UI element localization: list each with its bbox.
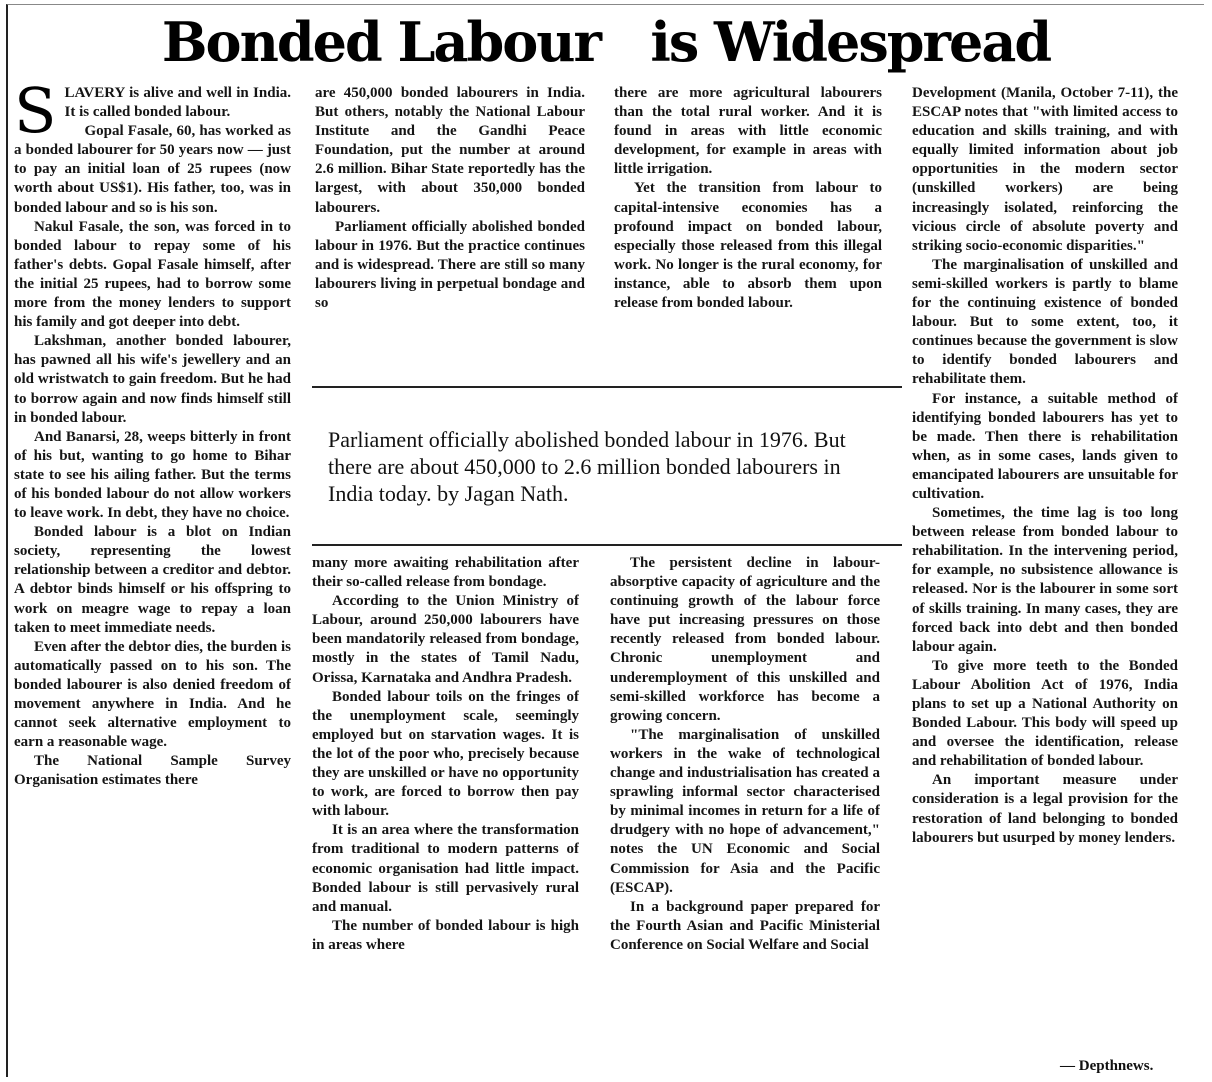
column-2-bottom — [312, 554, 579, 1074]
paragraph: Bonded labour toils on the fringes of the unemployment scale, seemingly employed but on starvation wages. It is the lot of the poor who, precisely because they are unskilled or have no opportunity to work, are forced to borrow then pay with labour. — [312, 688, 579, 820]
paragraph: Parliament officially abolished bonded labour in 1976. But the practice continues and is widespread. There are still so many labourers living in perpetual bondage and so — [315, 218, 585, 312]
credit-line: — Depthnews. — [1060, 1058, 1154, 1074]
paragraph: It is an area where the transformation from traditional to modern patterns of economic organisation had little impact. Bonded labour is still pervasively rural and manual. — [312, 822, 579, 915]
pull-quote-box — [312, 386, 902, 546]
paragraph: For instance, a suitable method of identifying bonded labourers has yet to be made. Then there is rehabilitation when, as in some cases, lands given to emancipated labourers are unsuitable for cultivation. — [912, 390, 1178, 502]
headline: Bonded Labour is Widespread — [161, 10, 1051, 74]
column-3-top — [614, 84, 882, 376]
paragraph: Sometimes, the time lag is too long between release from bonded labour to rehabilitation. In the intervening period, for example, no subsistence allowance is released. Nor is the labourer in some sort of skills training. In many cases, they are forced back into debt and then bonded labour again. — [912, 505, 1178, 655]
paragraph: Gopal Fasale, 60, has worked as a bonded labourer for 50 years now — just to pay an initial loan of 25 rupees (now worth about US$1). His father, too, was in bonded labour and so is his son. — [14, 123, 291, 216]
paragraph: Lakshman, another bonded labourer, has pawned all his wife's jewellery and an old wristwatch to gain freedom. But he had to borrow again and now finds himself still in bonded labour. — [14, 333, 291, 426]
paragraph: An important measure under consideration is a legal provision for the restoration of land belonging to bonded labourers but usurped by money lenders. — [912, 772, 1178, 846]
paragraph: Bonded labour is a blot on Indian society, representing the lowest relationship between a creditor and debtor. A debtor binds himself or his offspring to work on meagre wage to repay a loan taken to meet immediate needs. — [14, 524, 291, 636]
paragraph: are 450,000 bonded labourers in India. But others, notably the National Labour Institute and the Gandhi Peace Foundation, put the number at around 2.6 million. Bihar State reportedly has the largest, with about 350,000 bonded labourers. — [315, 85, 585, 216]
paragraph: many more awaiting rehabilitation after their so-called release from bondage. — [312, 555, 579, 591]
paragraph: The marginalisation of unskilled and semi-skilled workers is partly to blame for the continuing existence of bonded labour. But to some extent, too, it continues because the government is slow to identify bonded labourers and rehabilitate them. — [912, 256, 1178, 388]
pull-quote: Parliament officially abolished bonded labour in 1976. But there are about 450,000 to 2.6 million bonded labourers in India today. by Jagan Nath. — [328, 427, 846, 506]
paragraph: LAVERY is alive and well in India. It is called bonded labour. — [64, 85, 291, 121]
paragraph: In a background paper prepared for the Fourth Asian and Pacific Ministerial Conference on Social Welfare and Social — [610, 898, 880, 953]
column-2-top — [315, 84, 585, 376]
paragraph: According to the Union Ministry of Labour, around 250,000 labourers have been mandatorily released from bondage, mostly in the states of Tamil Nadu, Orissa, Karnataka and Andhra Pradesh. — [312, 593, 579, 686]
paragraph: The number of bonded labour is high in areas where — [312, 917, 579, 953]
paragraph: Development (Manila, October 7-11), the ESCAP notes that "with limited access to education and skills training, and with equally limited information about job opportunities in the modern sector (unskilled workers) are being increasingly isolated, reinforcing the vicious circle of absolute poverty and striking socio-economic disparities." — [912, 85, 1178, 254]
paragraph: The National Sample Survey Organisation estimates there — [14, 753, 291, 789]
paragraph: To give more teeth to the Bonded Labour Abolition Act of 1976, India plans to set up a National Authority on Bonded Labour. This body will speed up and oversee the identification, release and rehabilitation of bonded labour. — [912, 657, 1178, 770]
paragraph: And Banarsi, 28, weeps bitterly in front of his but, wanting to go home to Bihar state to see his ailing father. But the terms of his bonded labour do not allow workers to leave work. In debt, they have no choice. — [14, 428, 291, 522]
column-1 — [14, 84, 291, 1074]
paragraph: Yet the transition from labour to capital-intensive economies has a profound impact on bonded labour, especially those released from this illegal work. No longer is the rural economy, for instance, able to absorb them upon release from bonded labour. — [614, 180, 882, 312]
dropcap: S — [14, 84, 57, 147]
column-4 — [912, 84, 1178, 1054]
column-3-bottom — [610, 554, 880, 1074]
paragraph: "The marginalisation of unskilled workers in the wake of technological change and industrialisation has created a sprawling informal sector characterised by minimal incomes in return for a life of drudgery with no hope of advancement," notes the UN Economic and Social Commission for Asia and the Pacific (ESCAP). — [610, 726, 880, 896]
paragraph: The persistent decline in labour-absorptive capacity of agriculture and the continuing growth of the labour force have put increasing pressures on those recently released from bonded labour. Chronic unemployment and underemployment of this unskilled and semi-skilled workforce has become a growing concern. — [610, 555, 880, 724]
paragraph: there are more agricultural labourers than the total rural worker. And it is found in areas with little economic development, for example in areas with little irrigation. — [614, 85, 882, 178]
paragraph: Even after the debtor dies, the burden is automatically passed on to his son. The bonded labourer is also denied freedom of movement anywhere in India. And he cannot seek alternative employment to earn a reasonable wage. — [14, 638, 291, 751]
paragraph: Nakul Fasale, the son, was forced in to bonded labour to repay some of his father's debts. Gopal Fasale himself, after the initial 25 rupees, had to borrow some more from the money lenders to support his family and got deeper into debt. — [14, 218, 291, 331]
